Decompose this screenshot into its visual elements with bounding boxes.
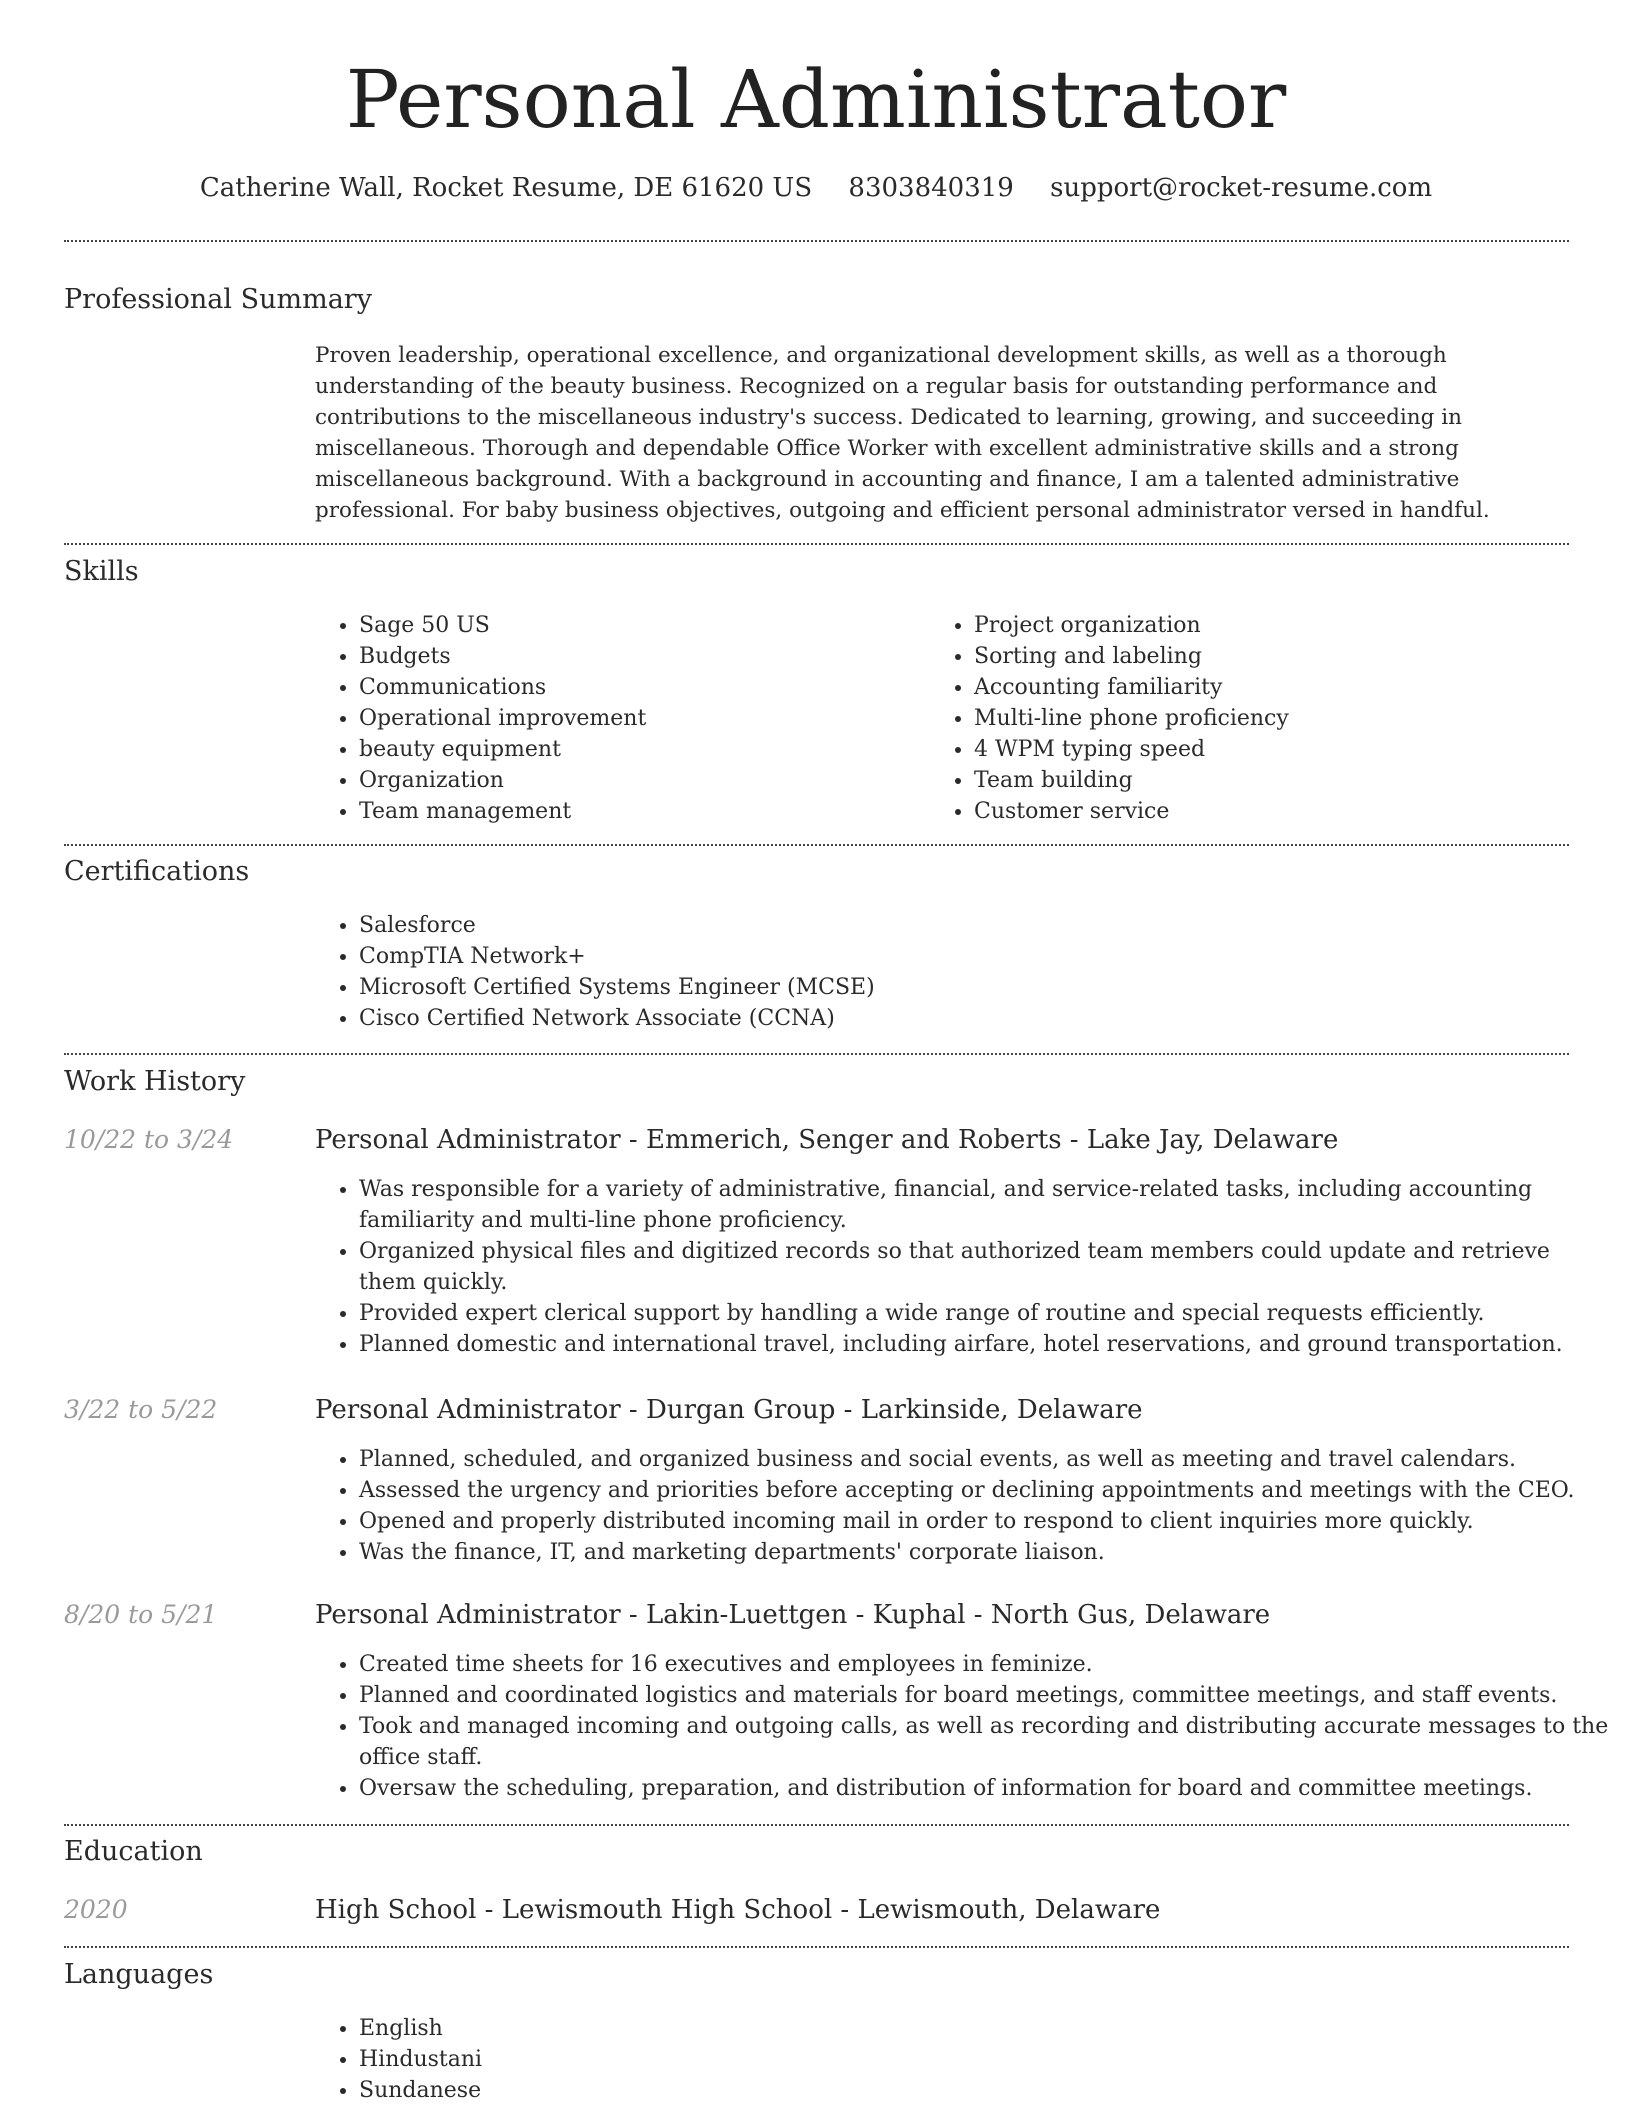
certification-item: • Microsoft Certified Systems Engineer (MCSE) [359,972,1599,1003]
education-heading: Education [64,1836,203,1867]
skills-list-left [315,610,919,827]
skill-item: • 4 WPM typing speed [974,734,1574,765]
job-bullet: • Was the finance, IT, and marketing departments' corporate liaison. [359,1537,1609,1568]
section-divider [64,844,1569,846]
education-year: 2020 [64,1895,128,1924]
skill-item: • Sorting and labeling [974,641,1574,672]
languages-list [315,2013,959,2106]
contact-line [0,170,1632,206]
section-divider [64,1824,1569,1826]
resume-title: Personal Administrator [345,53,1287,146]
skill-item: • Operational improvement [359,703,919,734]
job-title: Personal Administrator - Durgan Group - Larkinside, Delaware [315,1395,1143,1425]
skill-item: • Accounting familiarity [974,672,1574,703]
contact-email: support@rocket-resume.com [1050,173,1433,203]
skills-list-right [930,610,1574,827]
language-item: • English [359,2013,959,2044]
job-dates: 10/22 to 3/24 [64,1125,234,1154]
job-dates: 3/22 to 5/22 [64,1395,218,1424]
job-bullet: • Organized physical files and digitized records so that authorized team members could update and retrieve them quickly. [359,1236,1609,1298]
skill-item: • beauty equipment [359,734,919,765]
job-bullets [315,1444,1609,1568]
contact-phone: 8303840319 [848,173,1014,203]
skill-item: • Customer service [974,796,1574,827]
certification-item: • CompTIA Network+ [359,941,1599,972]
section-divider [64,1053,1569,1055]
job-bullet: • Took and managed incoming and outgoing calls, as well as recording and distributing accurate messages to the office staff. [359,1711,1609,1773]
certifications-heading: Certifications [64,856,250,887]
job-bullet: • Planned domestic and international travel, including airfare, hotel reservations, and ground transportation. [359,1329,1609,1360]
job-bullets [315,1174,1609,1360]
skill-item: • Communications [359,672,919,703]
job-bullet: • Planned, scheduled, and organized business and social events, as well as meeting and travel calendars. [359,1444,1609,1475]
job-bullet: • Planned and coordinated logistics and materials for board meetings, committee meetings, and staff events. [359,1680,1609,1711]
skill-item: • Project organization [974,610,1574,641]
work-heading: Work History [64,1066,246,1097]
skill-item: • Multi-line phone proficiency [974,703,1574,734]
language-item: • Sundanese [359,2075,959,2106]
job-bullet: • Opened and properly distributed incoming mail in order to respond to client inquiries more quickly. [359,1506,1609,1537]
summary-heading: Professional Summary [64,284,372,315]
skills-heading: Skills [64,556,139,587]
job-bullet: • Provided expert clerical support by handling a wide range of routine and special requests efficiently. [359,1298,1609,1329]
job-bullet: • Oversaw the scheduling, preparation, and distribution of information for board and committee meetings. [359,1773,1609,1804]
skill-item: • Team building [974,765,1574,796]
language-item: • Hindustani [359,2044,959,2075]
skill-item: • Team management [359,796,919,827]
certification-item: • Cisco Certified Network Associate (CCNA) [359,1003,1599,1034]
job-dates: 8/20 to 5/21 [64,1600,218,1629]
section-divider [64,543,1569,545]
section-divider [64,1946,1569,1948]
job-title: Personal Administrator - Lakin-Luettgen - Kuphal - North Gus, Delaware [315,1600,1271,1630]
summary-text: Proven leadership, operational excellence, and organizational development skills, as well as a thorough understanding of the beauty business. Recognized on a regular basis for outstanding performance and contributions to the miscellaneous industry's success. Dedicated to learning, growing, and succeeding in miscellaneous. Thorough and dependable Office Worker with excellent administrative skills and a strong miscellaneous background. With a background in accounting and finance, I am a talented administrative professional. For baby business objectives, outgoing and efficient personal administrator versed in handful. [315,343,1490,523]
certifications-list [315,910,1599,1034]
job-bullet: • Created time sheets for 16 executives and employees in feminize. [359,1649,1609,1680]
job-bullets [315,1649,1609,1804]
job-bullet: • Assessed the urgency and priorities before accepting or declining appointments and meetings with the CEO. [359,1475,1609,1506]
languages-heading: Languages [64,1959,214,1990]
job-title: Personal Administrator - Emmerich, Senger and Roberts - Lake Jay, Delaware [315,1125,1339,1155]
certification-item: • Salesforce [359,910,1599,941]
contact-address: Catherine Wall, Rocket Resume, DE 61620 US [199,173,813,203]
education-entry: High School - Lewismouth High School - Lewismouth, Delaware [315,1895,1161,1925]
skill-item: • Sage 50 US [359,610,919,641]
job-bullet: • Was responsible for a variety of administrative, financial, and service-related tasks, including accounting familiarity and multi-line phone proficiency. [359,1174,1609,1236]
section-divider [64,240,1569,242]
skill-item: • Organization [359,765,919,796]
skill-item: • Budgets [359,641,919,672]
